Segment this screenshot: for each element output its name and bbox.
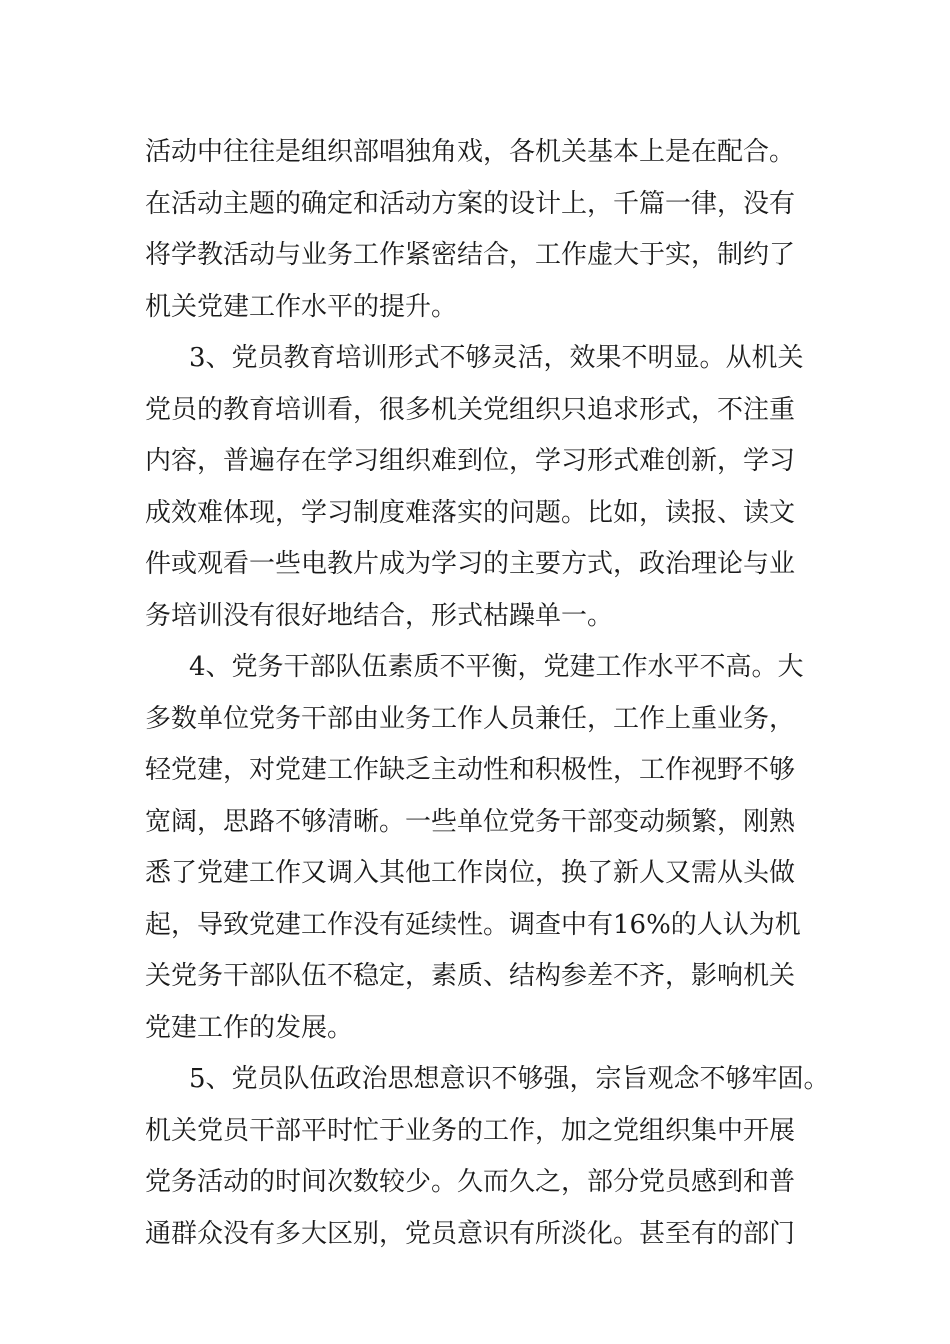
text-line: 件或观看一些电教片成为学习的主要方式，政治理论与业 xyxy=(145,549,796,579)
text-line: 党建工作的发展。 xyxy=(145,1012,354,1043)
text-line: 轻党建，对党建工作缺乏主动性和积极性，工作视野不够 xyxy=(145,755,796,785)
text-line: 悉了党建工作又调入其他工作岗位，换了新人又需从头做 xyxy=(145,858,796,888)
body-text xyxy=(145,127,845,1260)
text-line: 党员的教育培训看，很多机关党组织只追求形式，不注重 xyxy=(145,394,796,425)
text-line: 党务活动的时间次数较少。久而久之，部分党员感到和普 xyxy=(145,1167,796,1197)
paragraph-4-first-line: 4、党务干部队伍素质不平衡，党建工作水平不高。大 xyxy=(189,652,804,682)
text-line: 将学教活动与业务工作紧密结合，工作虚大于实，制约了 xyxy=(145,240,796,270)
text-line: 在活动主题的确定和活动方案的设计上，千篇一律，没有 xyxy=(145,188,796,219)
text-line: 起，导致党建工作没有延续性。调查中有16%的人认为机 xyxy=(145,909,801,940)
text-line: 多数单位党务干部由业务工作人员兼任，工作上重业务， xyxy=(145,703,796,734)
text-line: 机关党建工作水平的提升。 xyxy=(145,291,458,322)
paragraph-5-first-line: 5、党员队伍政治思想意识不够强，宗旨观念不够牢固。 xyxy=(189,1064,830,1094)
text-line: 通群众没有多大区别，党员意识有所淡化。甚至有的部门 xyxy=(145,1218,796,1249)
text-line: 机关党员干部平时忙于业务的工作，加之党组织集中开展 xyxy=(145,1115,796,1146)
text-line: 务培训没有很好地结合，形式枯躁单一。 xyxy=(145,600,614,631)
paragraph-3-first-line: 3、党员教育培训形式不够灵活，效果不明显。从机关 xyxy=(189,343,804,373)
text-line: 内容，普遍存在学习组织难到位，学习形式难创新，学习 xyxy=(145,446,796,476)
text-line: 宽阔，思路不够清晰。一些单位党务干部变动频繁，刚熟 xyxy=(145,806,796,837)
text-line: 成效难体现，学习制度难落实的问题。比如，读报、读文 xyxy=(145,497,796,528)
text-line: 关党务干部队伍不稳定，素质、结构参差不齐，影响机关 xyxy=(145,961,796,991)
text-line: 活动中往往是组织部唱独角戏，各机关基本上是在配合。 xyxy=(145,137,796,167)
